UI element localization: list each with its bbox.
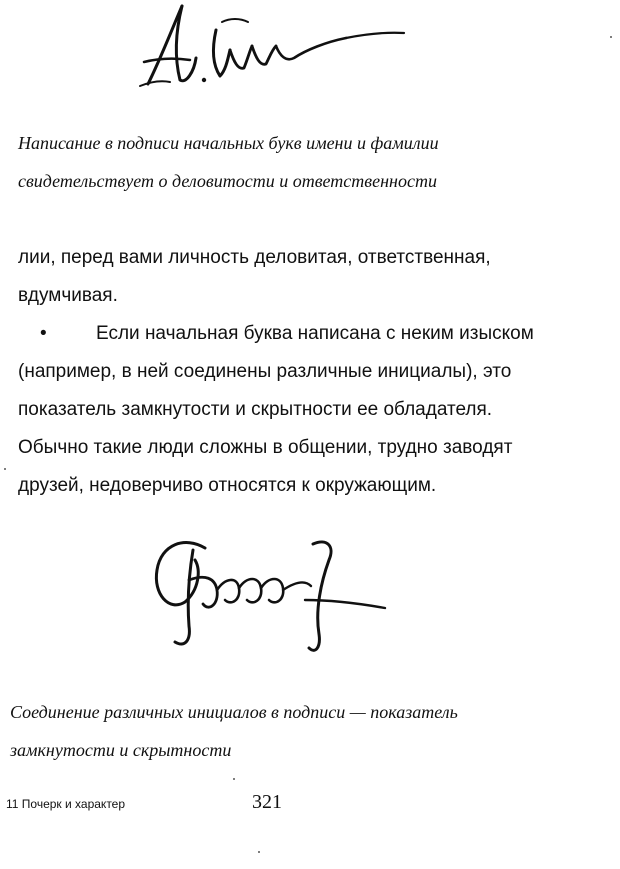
scan-speck: [258, 851, 260, 853]
caption-second-line2: замкнутости и скрытности: [10, 740, 232, 760]
scan-speck: [4, 468, 6, 470]
body-line-2: вдумчивая.: [18, 285, 118, 306]
body-line-5: показатель замкнутости и скрытности ее обладателя.: [18, 399, 493, 420]
body-line-6: Обычно такие люди сложны в общении, трудно заводят: [18, 437, 513, 458]
page-number: 321: [252, 791, 282, 813]
body-text: [18, 239, 534, 505]
signature-bottom-illustration: [145, 530, 405, 660]
signature-top-illustration: [130, 0, 410, 100]
scan-speck: [233, 778, 235, 780]
footer-section-title: 11 Почерк и характер: [6, 797, 126, 811]
body-line-7: друзей, недоверчиво относятся к окружающим.: [18, 475, 437, 496]
caption-first-line2: свидетельствует о деловитости и ответственности: [18, 171, 437, 191]
scan-speck: [610, 36, 612, 38]
body-line-1: лии, перед вами личность деловитая, ответственная,: [18, 247, 491, 268]
caption-second: [10, 693, 458, 769]
body-line-3: Если начальная буква написана с неким изыском: [96, 323, 534, 344]
body-line-4: (например, в ней соединены различные инициалы), это: [18, 361, 512, 382]
bullet-icon: •: [40, 323, 47, 344]
caption-first: [18, 124, 439, 200]
caption-first-line1: Написание в подписи начальных букв имени и фамилии: [18, 133, 439, 153]
caption-second-line1: Соединение различных инициалов в подписи — показатель: [10, 702, 458, 722]
bullet-item: [14, 315, 534, 353]
